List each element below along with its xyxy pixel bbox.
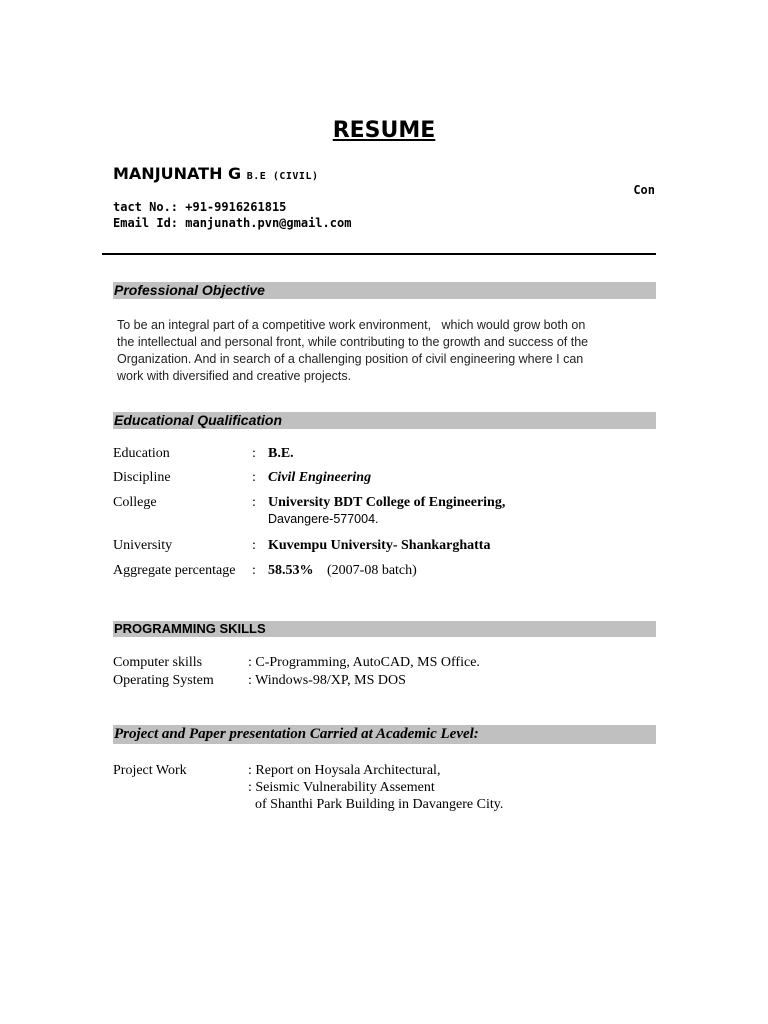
project-line: : Report on Hoysala Architectural, (248, 763, 441, 778)
separator: : (252, 538, 256, 553)
contact-block (113, 199, 351, 231)
phone-line: tact No.: +91-9916261815 (113, 200, 287, 214)
aggregate-percent: 58.53% (268, 563, 314, 578)
name-text: MANJUNATH G (113, 164, 242, 183)
education-heading: Educational Qualification (113, 412, 656, 429)
os-label: Operating System (113, 673, 214, 688)
separator: : (252, 495, 256, 510)
header-divider (102, 253, 656, 255)
discipline-value: Civil Engineering (268, 470, 372, 485)
skills-label: Computer skills (113, 655, 203, 670)
resume-title: RESUME (332, 118, 436, 143)
skills-value: : C-Programming, AutoCAD, MS Office. (248, 655, 480, 670)
degree-text: B.E (CIVIL) (246, 171, 319, 182)
project-line: : Seismic Vulnerability Assement (248, 780, 435, 795)
aggregate-label: Aggregate percentage (113, 563, 236, 578)
objective-line: work with diversified and creative projects. (117, 369, 352, 383)
candidate-name (113, 164, 319, 183)
college-value: University BDT College of Engineering, (268, 495, 506, 510)
separator: : (252, 470, 256, 485)
aggregate-value (268, 562, 417, 579)
aggregate-batch: (2007-08 batch) (327, 563, 417, 578)
college-label: College (113, 495, 157, 510)
education-label: Education (113, 446, 170, 461)
university-label: University (113, 538, 173, 553)
education-value: B.E. (268, 446, 294, 461)
contact-fragment: Con (633, 183, 655, 197)
university-value: Kuvempu University- Shankarghatta (268, 538, 491, 553)
objective-paragraph (117, 317, 652, 385)
project-line: of Shanthi Park Building in Davangere City. (248, 797, 504, 812)
objective-heading: Professional Objective (113, 282, 656, 299)
os-value: : Windows-98/XP, MS DOS (248, 673, 406, 688)
separator: : (252, 563, 256, 578)
objective-line: To be an integral part of a competitive work environment, which would grow both on (117, 318, 586, 332)
email-line: Email Id: manjunath.pvn@gmail.com (113, 216, 352, 230)
skills-heading: PROGRAMMING SKILLS (113, 621, 656, 637)
projects-heading: Project and Paper presentation Carried at Academic Level: (113, 725, 656, 744)
separator: : (252, 446, 256, 461)
discipline-label: Discipline (113, 470, 171, 485)
objective-line: the intellectual and personal front, while contributing to the growth and success of the (117, 335, 589, 349)
college-address: Davangere-577004. (268, 512, 379, 526)
objective-line: Organization. And in search of a challenging position of civil engineering where I can (117, 352, 584, 366)
project-label: Project Work (113, 763, 187, 778)
